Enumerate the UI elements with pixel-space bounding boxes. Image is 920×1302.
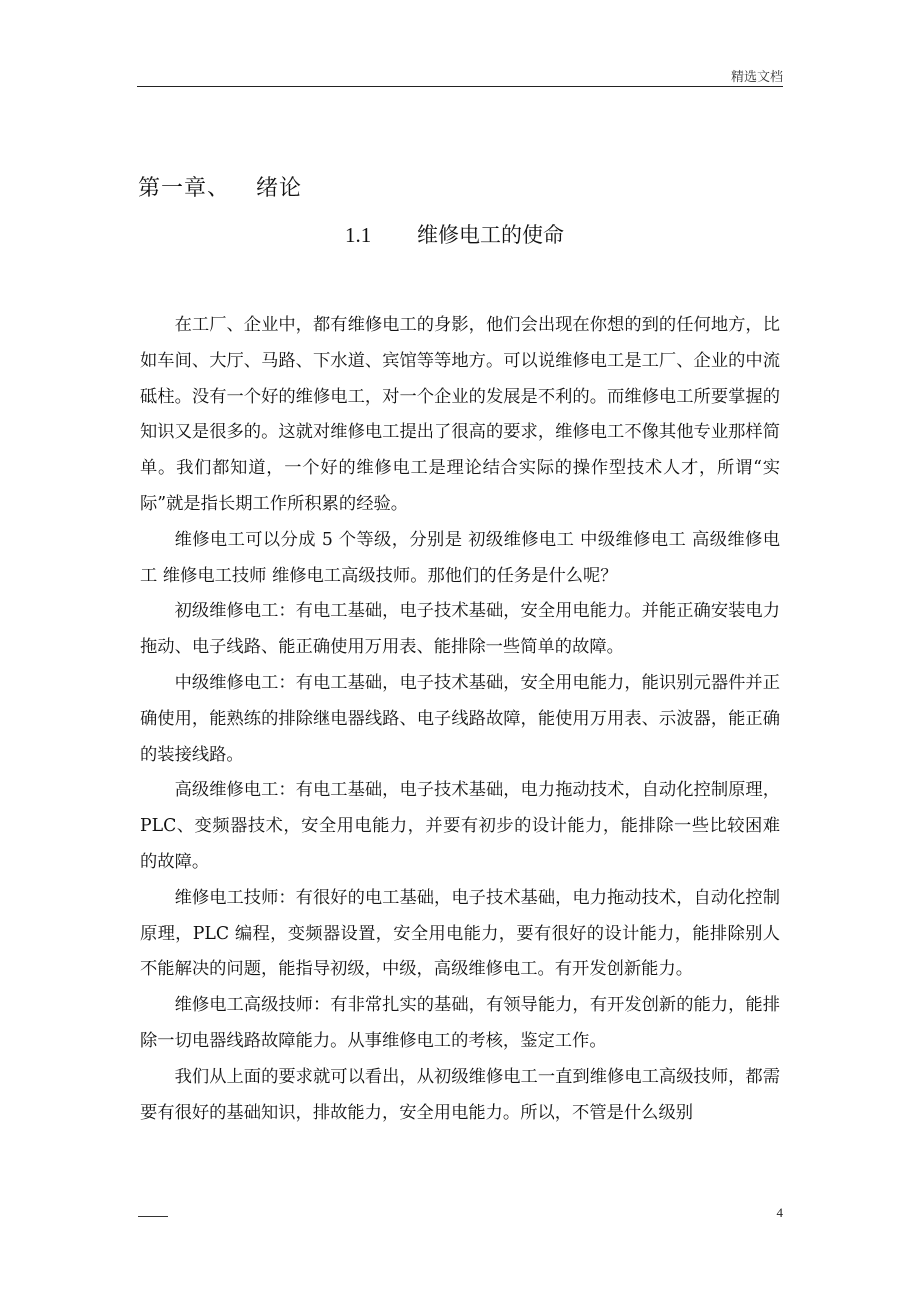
- paragraph: 在工厂、企业中，都有维修电工的身影，他们会出现在你想的到的任何地方，比如车间、大厅、马路、下水道、宾馆等等地方。可以说维修电工是工厂、企业的中流砥柱。没有一个好的维修电工，对一个企业的发展是不利的。而维修电工所要掌握的知识又是很多的。这就对维修电工提出了很高的要求，维修电工不像其他专业那样简单。我们都知道，一个好的维修电工是理论结合实际的操作型技术人才，所谓“实际”就是指长期工作所积累的经验。: [140, 315, 780, 514]
- paragraph: 中级维修电工：有电工基础，电子技术基础，安全用电能力，能识别元器件并正确使用，能熟练的排除继电器线路、电子线路故障，能使用万用表、示波器，能正确的装接线路。: [140, 672, 780, 765]
- paragraph: 初级维修电工：有电工基础，电子技术基础，安全用电能力。并能正确安装电力拖动、电子线路、能正确使用万用表、能排除一些简单的故障。: [140, 601, 780, 658]
- section-title: [345, 219, 564, 249]
- section-title-text: 维修电工的使命: [417, 223, 564, 247]
- chapter-title: [138, 171, 302, 202]
- chapter-title-prefix: 第一章、: [138, 176, 231, 201]
- paragraph: 维修电工技师：有很好的电工基础，电子技术基础，电力拖动技术，自动化控制原理，PLC 编程，变频器设置，安全用电能力，要有很好的设计能力，能排除别人不能解决的问题，能指导初级，中级，高级维修电工。有开发创新能力。: [140, 887, 780, 980]
- page-number: 4: [776, 1205, 783, 1220]
- paragraph: 维修电工可以分成 5 个等级，分别是 初级维修电工 中级维修电工 高级维修电工 维修电工技师 维修电工高级技师。那他们的任务是什么呢？: [140, 529, 780, 586]
- paragraph: 维修电工高级技师：有非常扎实的基础，有领导能力，有开发创新的能力，能排除一切电器线路故障能力。从事维修电工的考核，鉴定工作。: [140, 995, 780, 1051]
- body-text: [140, 308, 780, 1131]
- footer-dash: [138, 1216, 168, 1217]
- paragraph: 我们从上面的要求就可以看出，从初级维修电工一直到维修电工高级技师，都需要有很好的基础知识，排故能力，安全用电能力。所以，不管是什么级别: [140, 1066, 780, 1123]
- section-number: 1.1: [345, 223, 372, 247]
- header-label: 精选文档: [730, 70, 783, 85]
- chapter-title-text: 绪论: [256, 176, 303, 201]
- paragraph: 高级维修电工：有电工基础，电子技术基础，电力拖动技术，自动化控制原理，PLC、变频器技术，安全用电能力，并要有初步的设计能力，能排除一些比较困难的故障。: [140, 780, 780, 872]
- header-rule: [137, 86, 783, 87]
